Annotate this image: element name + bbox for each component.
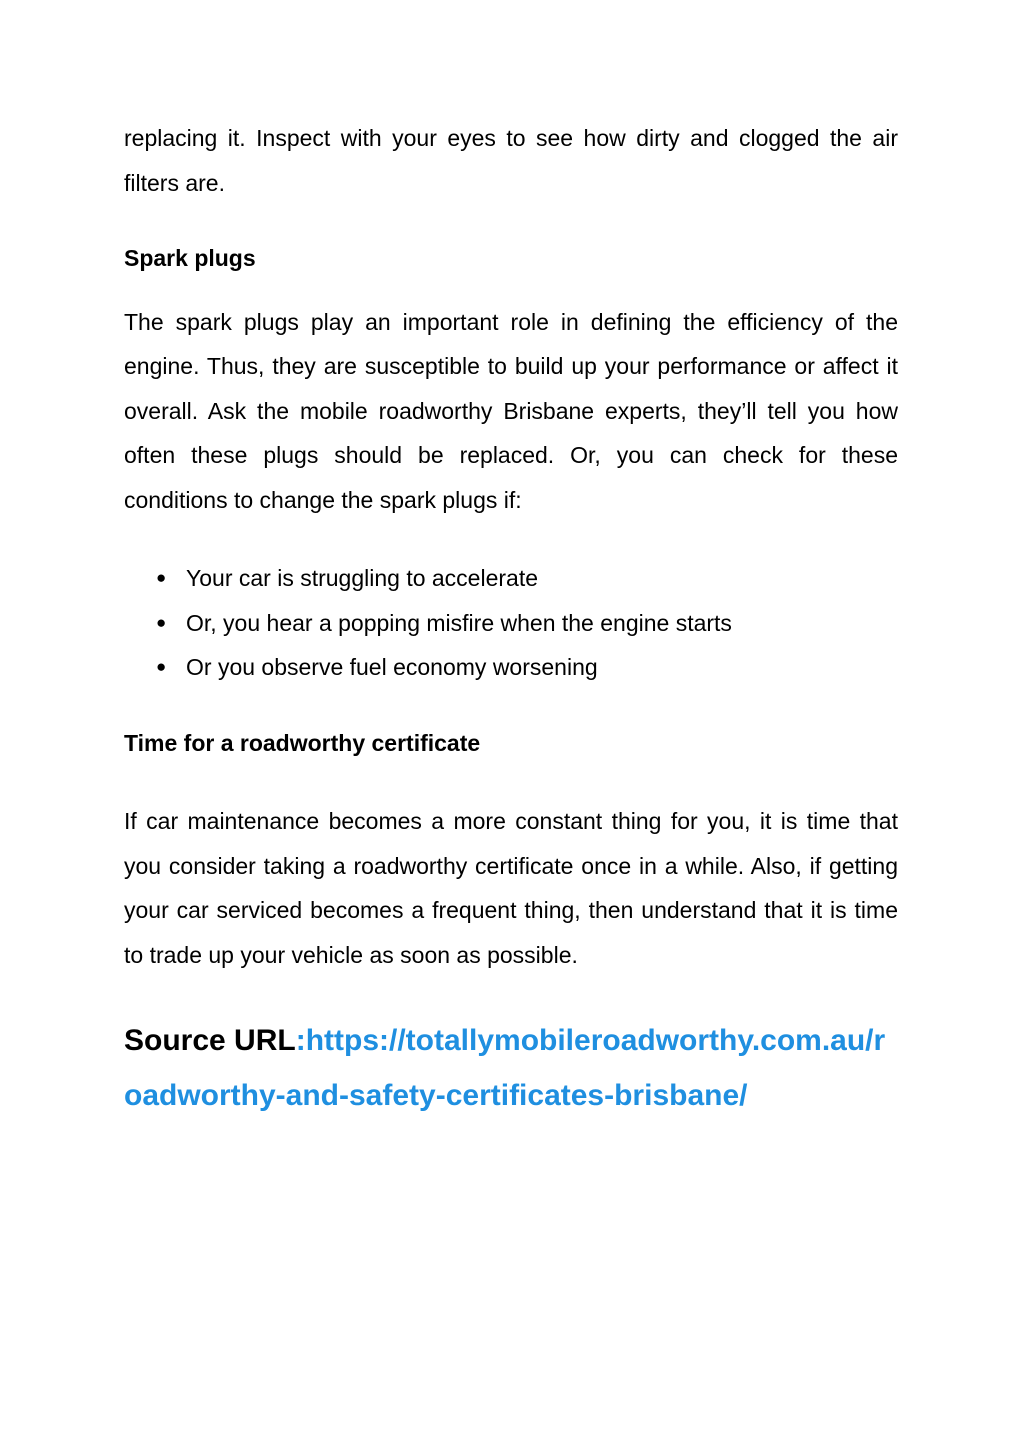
section-heading-spark-plugs: Spark plugs <box>124 245 256 271</box>
document-page <box>124 116 898 1123</box>
bullet-icon: ● <box>156 657 167 676</box>
bullet-icon: ● <box>156 568 167 587</box>
list-item-text: Or you observe fuel economy worsening <box>186 654 598 680</box>
intro-paragraph: replacing it. Inspect with your eyes to see how dirty and clogged the air filters are. <box>124 125 898 196</box>
spark-plugs-bullet-list <box>124 556 898 690</box>
source-url-link[interactable]: https://totallymobileroadworthy.com.au/roadworthy-and-safety-certificates-brisbane/ <box>124 1024 886 1112</box>
roadworthy-certificate-paragraph: If car maintenance becomes a more constant thing for you, it is time that you consider taking a roadworthy certificate once in a while. Also, if getting your car serviced becomes a frequent thing, then understand that it is time to trade up your vehicle as soon as possible. <box>124 808 898 968</box>
source-url-separator: : <box>295 1024 306 1057</box>
list-item-text: Your car is struggling to accelerate <box>186 565 539 591</box>
list-item <box>124 645 898 690</box>
bullet-icon: ● <box>156 612 167 632</box>
spark-plugs-paragraph: The spark plugs play an important role in defining the efficiency of the engine. Thus, they are susceptible to build up your performance or affect it overall. Ask the mobile roadworthy Brisbane experts, they’ll tell you how often these plugs should be replaced. Or, you can check for these conditions to change the spark plugs if: <box>124 308 898 513</box>
section-heading-roadworthy-certificate: Time for a roadworthy certificate <box>124 729 481 756</box>
list-item-text: Or, you hear a popping misfire when the engine starts <box>186 609 732 636</box>
source-url-label: Source URL <box>124 1024 296 1057</box>
list-item <box>124 601 898 646</box>
source-url <box>124 1014 898 1123</box>
list-item <box>124 556 898 601</box>
